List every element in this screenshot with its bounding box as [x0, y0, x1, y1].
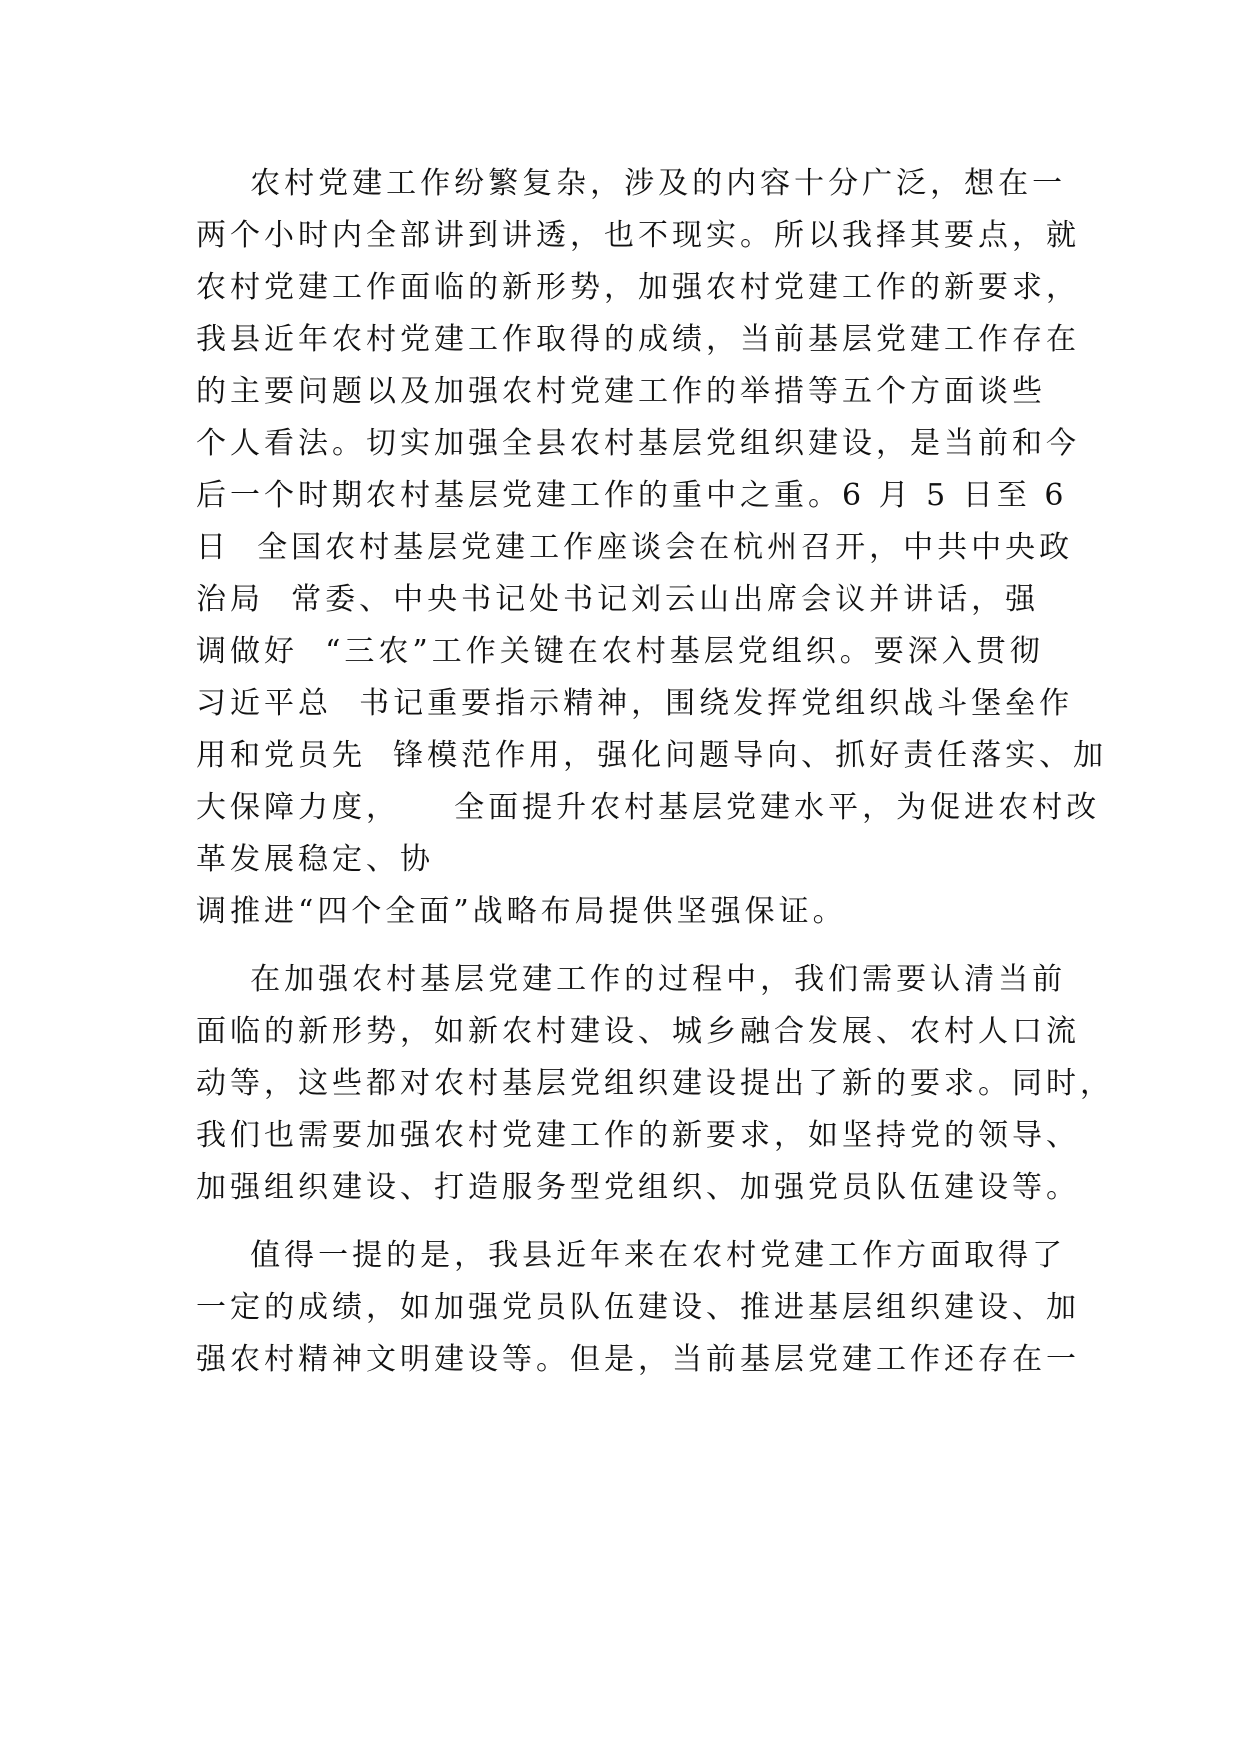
text-line: 革发展稳定、协: [196, 842, 434, 877]
paragraph-2: [196, 954, 1114, 1214]
paragraph-3: [196, 1230, 1080, 1386]
paragraph-spacer: [196, 1214, 1056, 1230]
text-line: 调做好 “三农”工作关键在农村基层党组织。要深入贯彻: [196, 634, 1044, 669]
text-line: 的主要问题以及加强农村党建工作的举措等五个方面谈些: [196, 374, 1046, 409]
text-line: 个人看法。切实加强全县农村基层党组织建设，是当前和今: [196, 426, 1080, 461]
text-line: 治局 常委、中央书记处书记刘云山出席会议并讲话，强: [196, 582, 1040, 617]
text-line: 动等，这些都对农村基层党组织建设提出了新的要求。同时，: [196, 1066, 1114, 1101]
text-line: 用和党员先 锋模范作用，强化问题导向、抓好责任落实、加: [196, 738, 1108, 773]
text-line: 习近平总 书记重要指示精神，围绕发挥党组织战斗堡垒作: [196, 686, 1074, 721]
text-line: 农村党建工作纷繁复杂，涉及的内容十分广泛，想在一: [196, 166, 1067, 201]
paragraph-spacer: [196, 938, 1056, 954]
text-line: 一定的成绩，如加强党员队伍建设、推进基层组织建设、加: [196, 1290, 1080, 1325]
text-line: 调推进“四个全面”战略布局提供坚强保证。: [196, 894, 847, 929]
text-line: 强农村精神文明建设等。但是，当前基层党建工作还存在一: [196, 1342, 1080, 1377]
text-line: 农村党建工作面临的新形势，加强农村党建工作的新要求，: [196, 270, 1080, 305]
text-line: 在加强农村基层党建工作的过程中，我们需要认清当前: [196, 962, 1067, 997]
text-line: 后一个时期农村基层党建工作的重中之重。6 月 5 日至 6: [196, 478, 1068, 513]
text-line: 值得一提的是，我县近年来在农村党建工作方面取得了: [196, 1238, 1067, 1273]
text-line: 我们也需要加强农村党建工作的新要求，如坚持党的领导、: [196, 1118, 1080, 1153]
text-line: 两个小时内全部讲到讲透，也不现实。所以我择其要点，就: [196, 218, 1080, 253]
text-line: 面临的新形势，如新农村建设、城乡融合发展、农村人口流: [196, 1014, 1080, 1049]
paragraph-1: [196, 158, 1108, 938]
text-line: 日 全国农村基层党建工作座谈会在杭州召开，中共中央政: [196, 530, 1074, 565]
text-line: 大保障力度， 全面提升农村基层党建水平，为促进农村改: [196, 790, 1101, 825]
text-line: 我县近年农村党建工作取得的成绩，当前基层党建工作存在: [196, 322, 1080, 357]
document-body: [196, 158, 1114, 1386]
text-line: 加强组织建设、打造服务型党组织、加强党员队伍建设等。: [196, 1170, 1080, 1205]
